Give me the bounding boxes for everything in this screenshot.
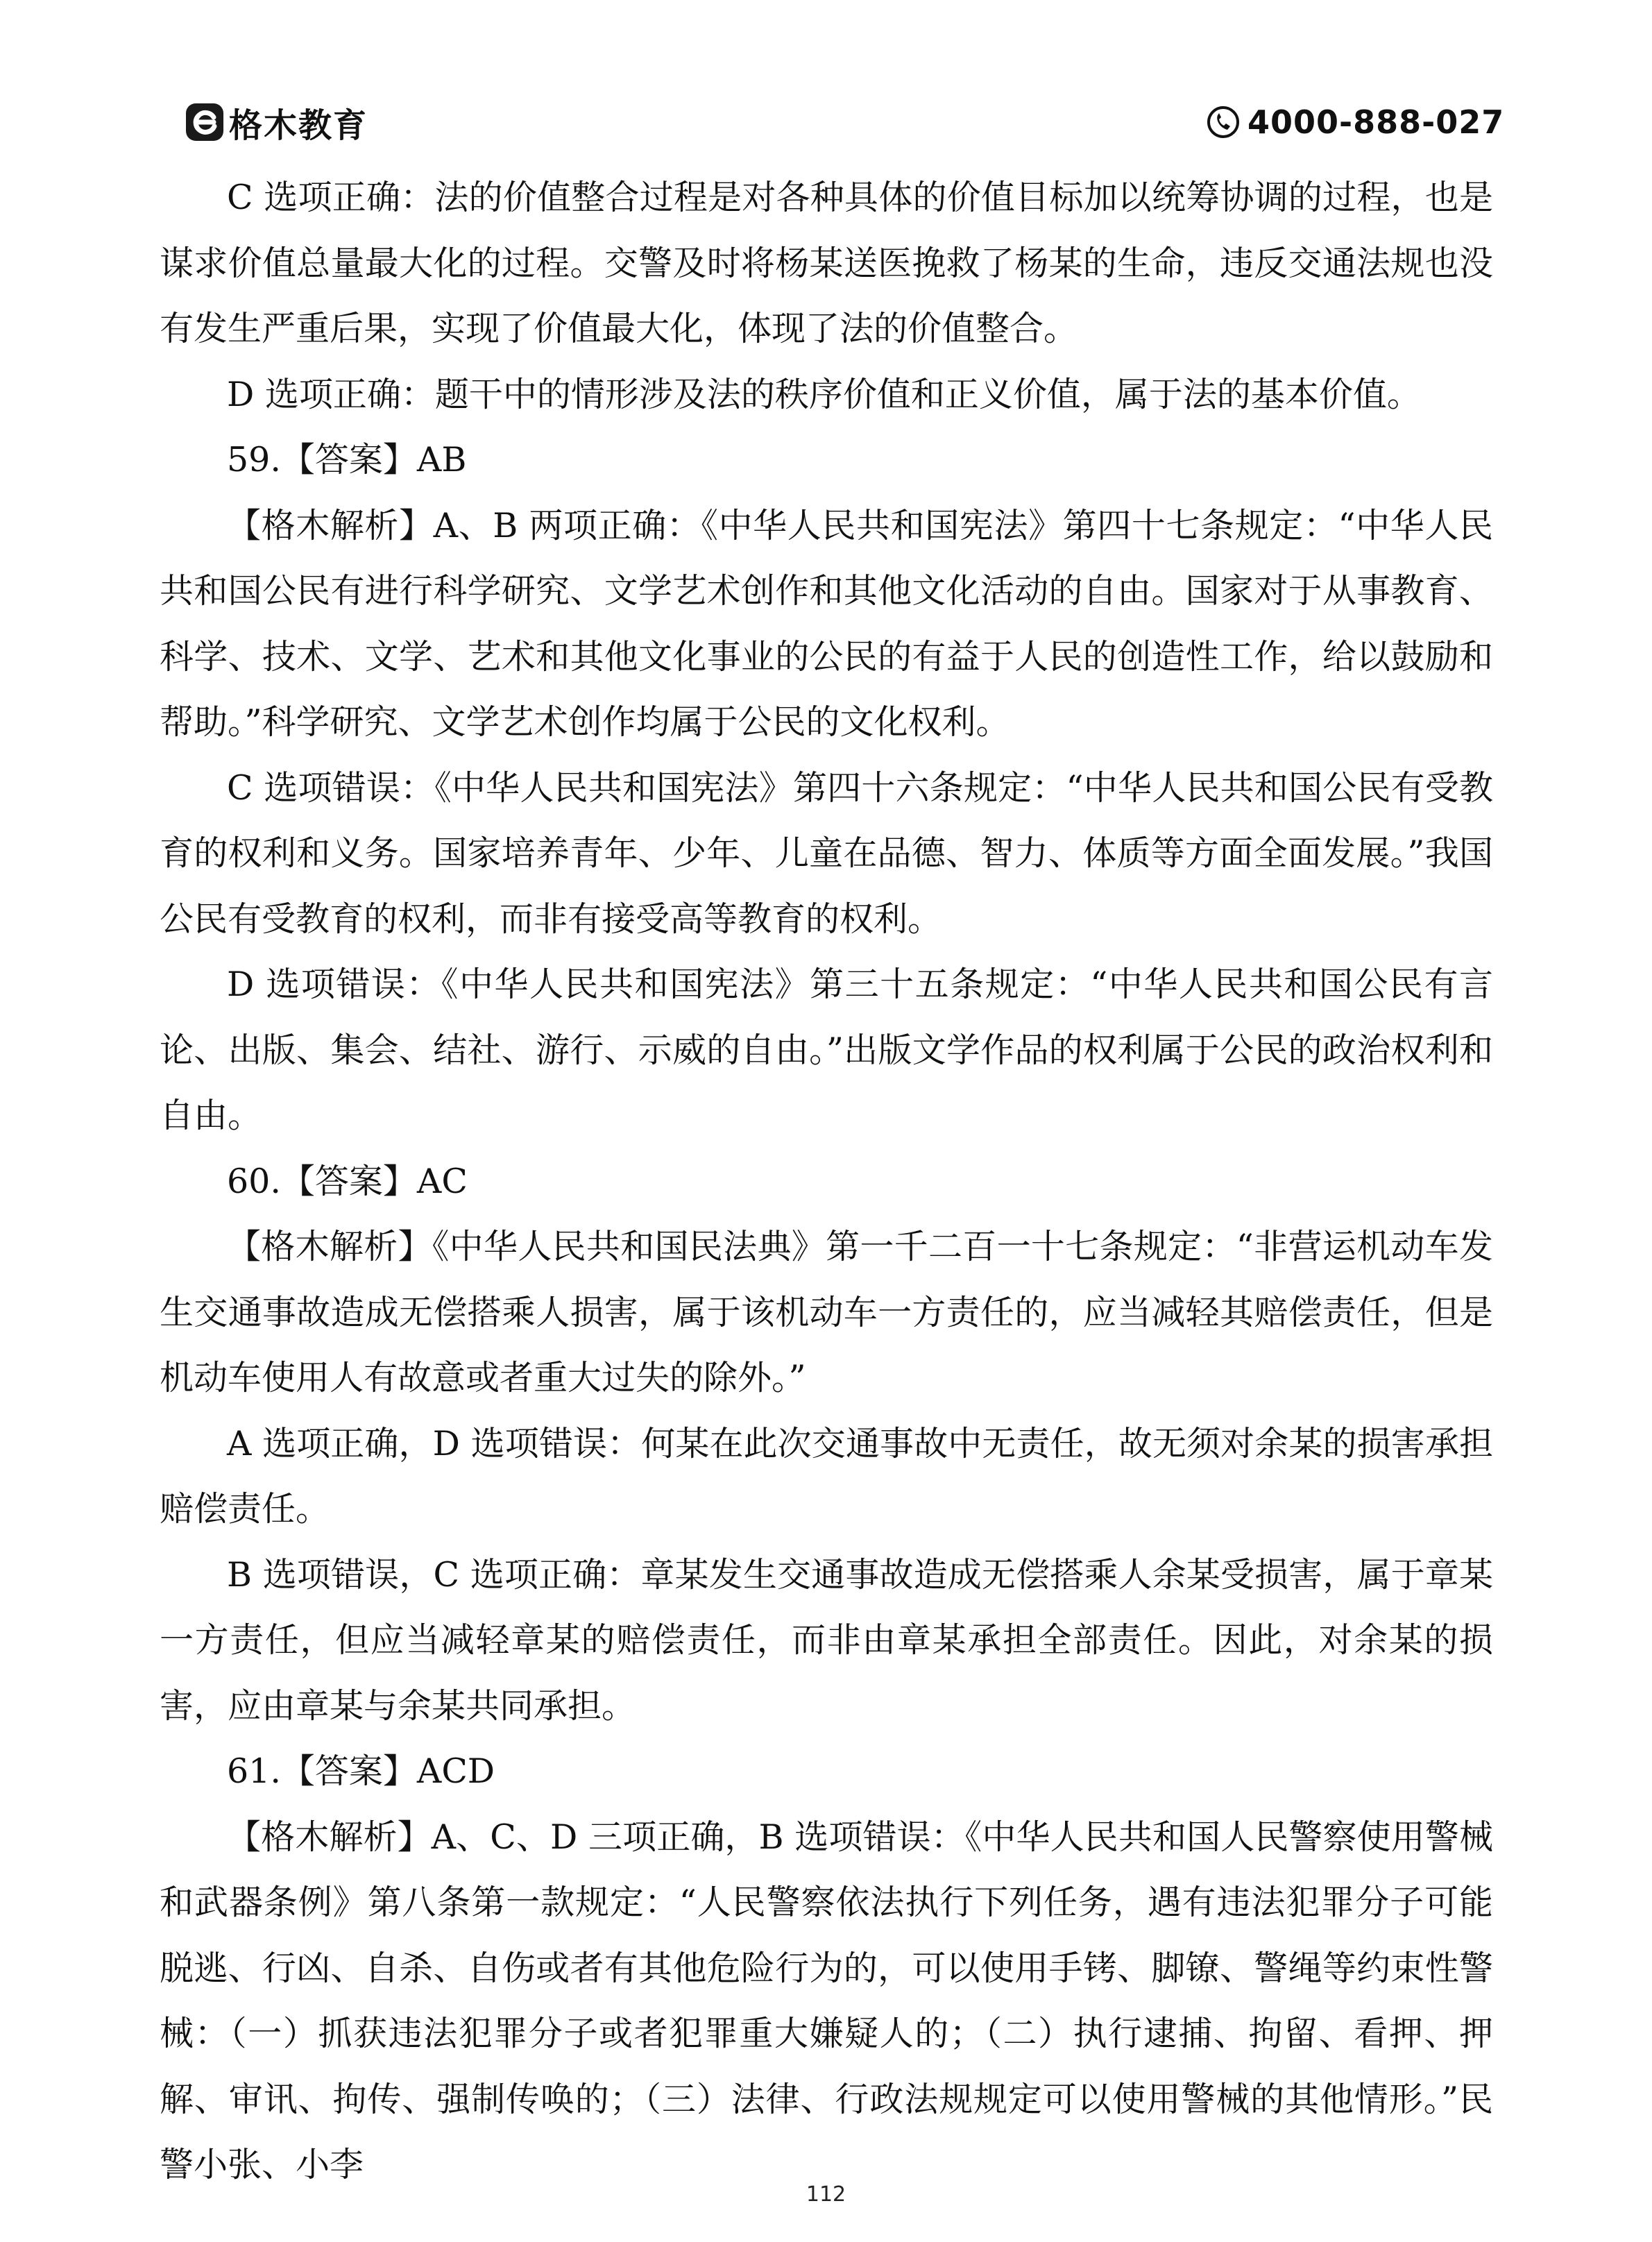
page-number: 112 bbox=[806, 2182, 846, 2207]
brand-name: 格木教育 bbox=[229, 105, 368, 145]
paragraph: C 选项正确：法的价值整合过程是对各种具体的价值目标加以统筹协调的过程，也是谋求价值总量最大化的过程。交警及时将杨某送医挽救了杨某的生命，违反交通法规也没有发生严重后果，实现了价值最大化，体现了法的价值整合。 bbox=[160, 178, 1493, 348]
document-body bbox=[160, 165, 1493, 2198]
hotline bbox=[1206, 103, 1504, 142]
paragraph: 【格木解析】《中华人民共和国民法典》第一千二百一十七条规定：“非营运机动车发生交通事故造成无偿搭乘人损害，属于该机动车一方责任的，应当减轻其赔偿责任，但是机动车使用人有故意或者重大过失的除外。” bbox=[160, 1227, 1493, 1398]
paragraph: D 选项正确：题干中的情形涉及法的秩序价值和正义价值，属于法的基本价值。 bbox=[227, 374, 1421, 414]
paragraph: B 选项错误，C 选项正确：章某发生交通事故造成无偿搭乘人余某受损害，属于章某一方责任，但应当减轻章某的赔偿责任，而非由章某承担全部责任。因此，对余某的损害，应由章某与余某共同承担。 bbox=[160, 1554, 1493, 1726]
paragraph: 【格木解析】A、B 两项正确：《中华人民共和国宪法》第四十七条规定：“中华人民共和国公民有进行科学研究、文学艺术创作和其他文化活动的自由。国家对于从事教育、科学、技术、文学、艺术和其他文化事业的公民的有益于人民的创造性工作，给以鼓励和帮助。”科学研究、文学艺术创作均属于公民的文化权利。 bbox=[160, 505, 1493, 742]
paragraph: D 选项错误：《中华人民共和国宪法》第三十五条规定：“中华人民共和国公民有言论、出版、集会、结社、游行、示威的自由。”出版文学作品的权利属于公民的政治权利和自由。 bbox=[160, 965, 1493, 1135]
phone-number: 4000-888-027 bbox=[1247, 103, 1505, 141]
answer-heading: 61.【答案】ACD bbox=[227, 1751, 495, 1791]
answer-heading: 60.【答案】AC bbox=[227, 1161, 468, 1201]
answer-heading: 59.【答案】AB bbox=[227, 440, 467, 479]
brand-e-icon bbox=[186, 103, 223, 141]
paragraph: 【格木解析】A、C、D 三项正确，B 选项错误：《中华人民共和国人民警察使用警械和武器条例》第八条第一款规定：“人民警察依法执行下列任务，遇有违法犯罪分子可能脱逃、行凶、自杀、自伤或者有其他危险行为的，可以使用手铐、脚镣、警绳等约束性警械：（一）抓获违法犯罪分子或者犯罪重大嫌疑人的；（二）执行逮捕、拘留、看押、押解、审讯、拘传、强制传唤的；（三）法律、行政法规规定可以使用警械的其他情形。”民警小张、小李 bbox=[160, 1817, 1493, 2184]
brand-logo bbox=[186, 103, 368, 145]
paragraph: A 选项正确，D 选项错误：何某在此次交通事故中无责任，故无须对余某的损害承担赔偿责任。 bbox=[160, 1423, 1493, 1529]
phone-icon bbox=[1206, 105, 1241, 139]
page-header bbox=[0, 0, 1652, 145]
paragraph: C 选项错误：《中华人民共和国宪法》第四十六条规定：“中华人民共和国公民有受教育的权利和义务。国家培养青年、少年、儿童在品德、智力、体质等方面全面发展。”我国公民有受教育的权利，而非有接受高等教育的权利。 bbox=[160, 767, 1493, 939]
